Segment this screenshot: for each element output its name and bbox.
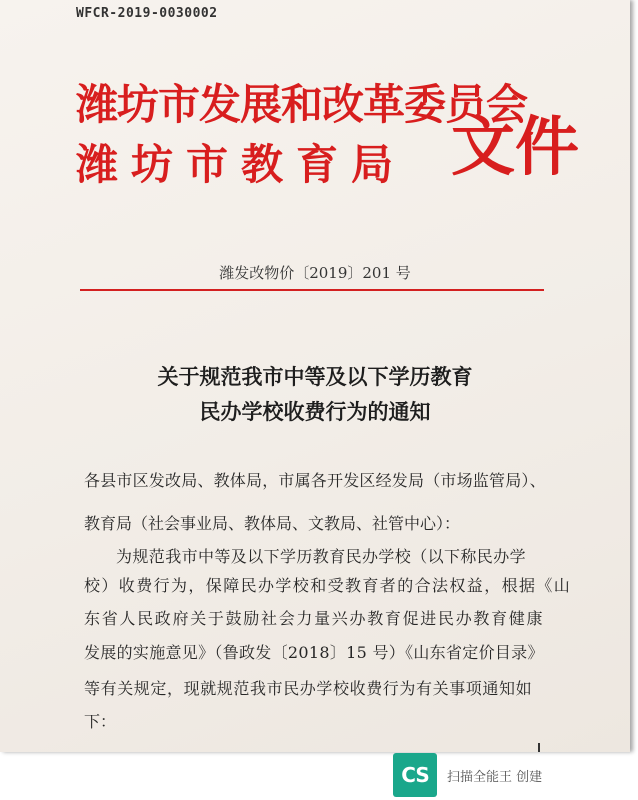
document-code: WFCR-2019-0030002	[76, 6, 218, 21]
scanner-watermark	[393, 753, 542, 797]
issuer-name-development-reform-commission: 潍坊市发展和改革委员会	[76, 80, 528, 129]
red-header-divider	[80, 289, 544, 291]
scan-margin-mark	[538, 743, 540, 752]
body-paragraph-line: 发展的实施意见》（鲁政发〔2018〕15 号）《山东省定价目录》	[84, 643, 544, 662]
camscanner-logo-icon: CS	[393, 753, 437, 797]
body-paragraph-line: 为规范我市中等及以下学历教育民办学校（以下称民办学	[116, 547, 527, 566]
document-title-line-1: 关于规范我市中等及以下学历教育	[157, 364, 473, 389]
addressee-line-1: 各县市区发改局、教体局，市属各开发区经发局（市场监管局）、	[84, 471, 546, 490]
issuer-name-education-bureau: 潍坊市教育局	[76, 140, 407, 189]
document-type-label: 文件	[451, 110, 579, 185]
watermark-caption: 扫描全能王 创建	[447, 769, 543, 785]
addressee-line-2: 教育局（社会事业局、教体局、文教局、社管中心）：	[84, 514, 461, 533]
document-title-line-2: 民办学校收费行为的通知	[199, 399, 431, 424]
body-paragraph-line: 校）收费行为，保障民办学校和受教育者的合法权益，根据《山	[84, 576, 572, 595]
body-paragraph-line: 等有关规定，现就规范我市民办学校收费行为有关事项通知如	[84, 679, 533, 698]
document-number: 潍发改物价〔2019〕201 号	[219, 264, 411, 282]
body-paragraph-line: 东省人民政府关于鼓励社会力量兴办教育促进民办教育健康	[84, 609, 545, 628]
body-paragraph-line: 下：	[84, 712, 117, 731]
